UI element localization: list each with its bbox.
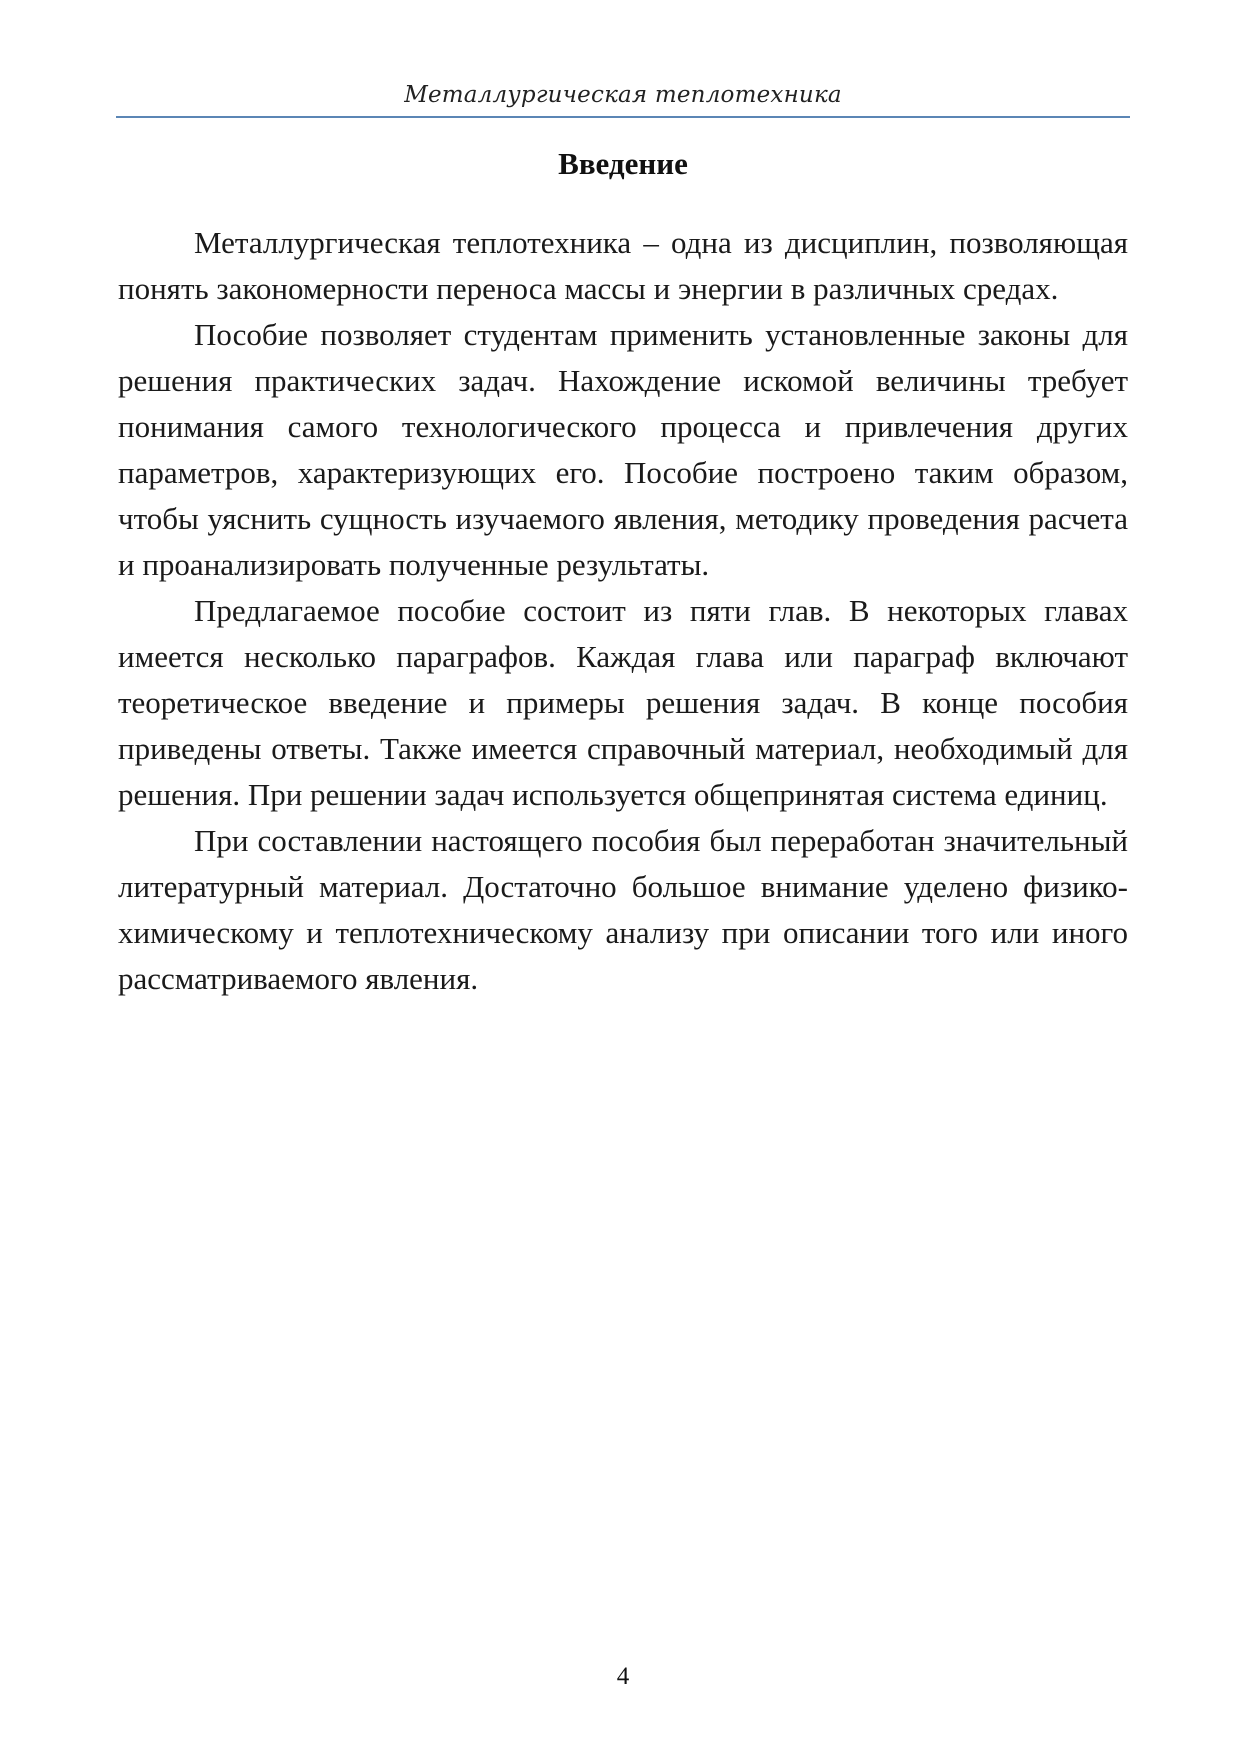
- paragraph-2: Пособие позволяет студентам применить установленные законы для решения практических задач. Нахождение искомой величины требует понимания самого технологического процесса и привлечения других параметров, характеризующих его. Пособие построено таким образом, чтобы уяснить сущность изучаемого явления, методику проведения расчета и проанализировать полученные результаты.: [118, 317, 1128, 582]
- paragraph-4: При составлении настоящего пособия был переработан значительный литературный материал. Достаточно большое внимание уделено физико-химическому и теплотехническому анализу при описании того или иного рассматриваемого явления.: [118, 823, 1128, 996]
- paragraph-3: Предлагаемое пособие состоит из пяти глав. В некоторых главах имеется несколько параграфов. Каждая глава или параграф включают теоретическое введение и примеры решения задач. В конце пособия приведены ответы. Также имеется справочный материал, необходимый для решения. При решении задач используется общепринятая система единиц.: [118, 593, 1128, 812]
- section-title: Введение: [558, 146, 688, 181]
- body-text: [118, 220, 1128, 1002]
- paragraph-1: Металлургическая теплотехника – одна из дисциплин, позволяющая понять закономерности переноса массы и энергии в различных средах.: [118, 225, 1128, 306]
- running-header: Металлургическая теплотехника: [404, 82, 842, 108]
- header-divider: [116, 116, 1130, 118]
- page-number: 4: [616, 1663, 630, 1690]
